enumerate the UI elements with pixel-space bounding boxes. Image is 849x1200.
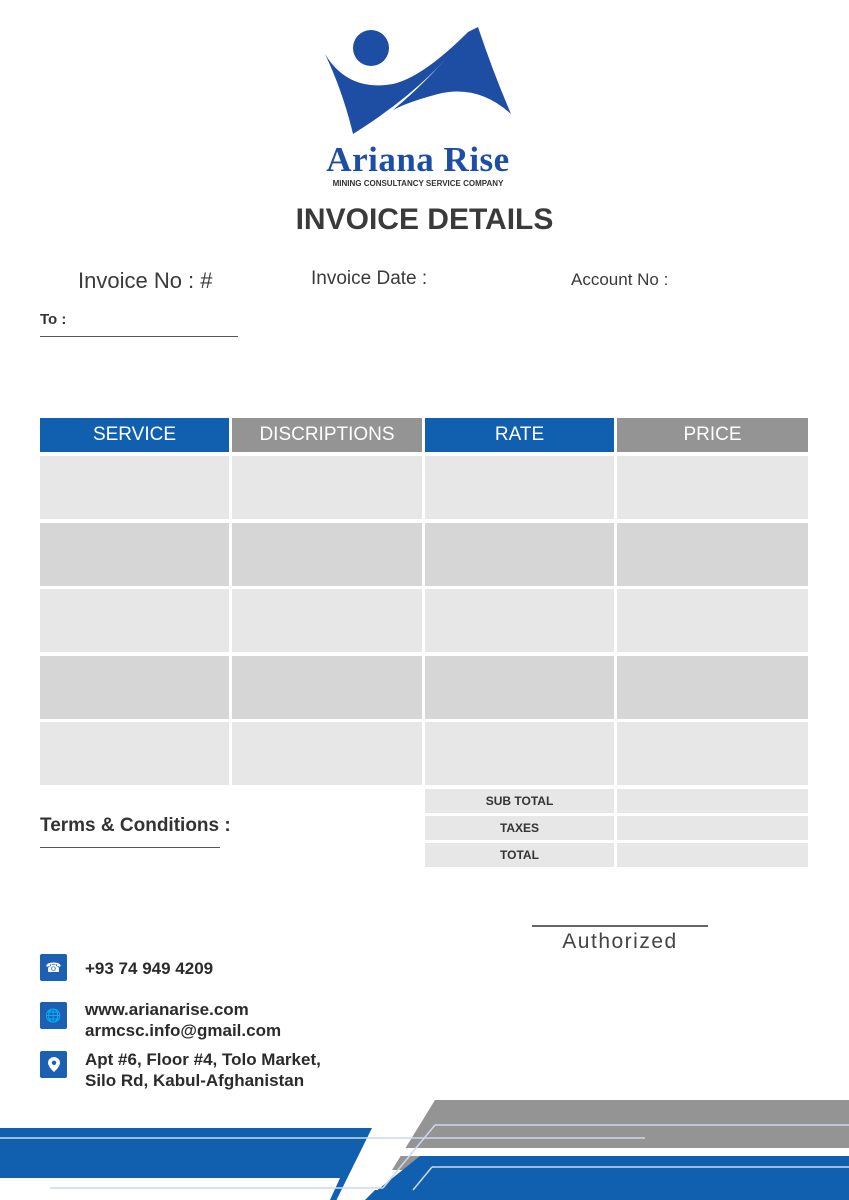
cell-rate[interactable] bbox=[425, 589, 614, 652]
to-label: To : bbox=[40, 311, 67, 328]
cell-rate[interactable] bbox=[425, 523, 614, 586]
cell-rate[interactable] bbox=[425, 722, 614, 785]
taxes-label: TAXES bbox=[425, 816, 614, 840]
cell-description[interactable] bbox=[232, 722, 422, 785]
invoice-number-label: Invoice No : # bbox=[78, 268, 213, 293]
cell-price[interactable] bbox=[617, 656, 808, 719]
header-service: SERVICE bbox=[40, 418, 229, 452]
subtotal-value[interactable] bbox=[617, 789, 808, 813]
subtotal-label: SUB TOTAL bbox=[425, 789, 614, 813]
cell-service[interactable] bbox=[40, 456, 229, 519]
authorized-label: Authorized bbox=[562, 930, 678, 953]
cell-service[interactable] bbox=[40, 656, 229, 719]
footer-decoration bbox=[0, 1090, 849, 1200]
location-pin-icon bbox=[40, 1051, 67, 1078]
total-label: TOTAL bbox=[425, 843, 614, 867]
terms-label: Terms & Conditions : bbox=[40, 815, 231, 836]
header-price: PRICE bbox=[617, 418, 808, 452]
cell-price[interactable] bbox=[617, 722, 808, 785]
website[interactable]: www.arianarise.com bbox=[85, 1000, 249, 1019]
company-logo-icon bbox=[318, 22, 518, 140]
globe-icon: 🌐 bbox=[40, 1002, 67, 1029]
account-number-label: Account No : bbox=[571, 270, 669, 289]
taxes-value[interactable] bbox=[617, 816, 808, 840]
cell-description[interactable] bbox=[232, 523, 422, 586]
cell-service[interactable] bbox=[40, 523, 229, 586]
header-rate: RATE bbox=[425, 418, 614, 452]
cell-service[interactable] bbox=[40, 722, 229, 785]
cell-description[interactable] bbox=[232, 456, 422, 519]
cell-price[interactable] bbox=[617, 456, 808, 519]
phone-icon: ☎ bbox=[40, 954, 67, 981]
page-title: INVOICE DETAILS bbox=[295, 203, 554, 236]
cell-price[interactable] bbox=[617, 589, 808, 652]
address-line-1: Apt #6, Floor #4, Tolo Market, bbox=[85, 1050, 321, 1069]
to-field-line[interactable] bbox=[40, 336, 238, 337]
header-descriptions: DISCRIPTIONS bbox=[232, 418, 422, 452]
company-name: Ariana Rise bbox=[326, 140, 510, 179]
address-line-2: Silo Rd, Kabul-Afghanistan bbox=[85, 1071, 305, 1090]
cell-rate[interactable] bbox=[425, 656, 614, 719]
cell-description[interactable] bbox=[232, 589, 422, 652]
cell-rate[interactable] bbox=[425, 456, 614, 519]
email[interactable]: armcsc.info@gmail.com bbox=[85, 1021, 282, 1040]
cell-service[interactable] bbox=[40, 589, 229, 652]
invoice-date-label: Invoice Date : bbox=[311, 268, 428, 289]
phone-number: +93 74 949 4209 bbox=[85, 959, 214, 978]
cell-description[interactable] bbox=[232, 656, 422, 719]
terms-underline bbox=[40, 847, 220, 848]
signature-line bbox=[532, 925, 708, 927]
company-tagline: MINING CONSULTANCY SERVICE COMPANY bbox=[332, 179, 504, 188]
total-value[interactable] bbox=[617, 843, 808, 867]
cell-price[interactable] bbox=[617, 523, 808, 586]
